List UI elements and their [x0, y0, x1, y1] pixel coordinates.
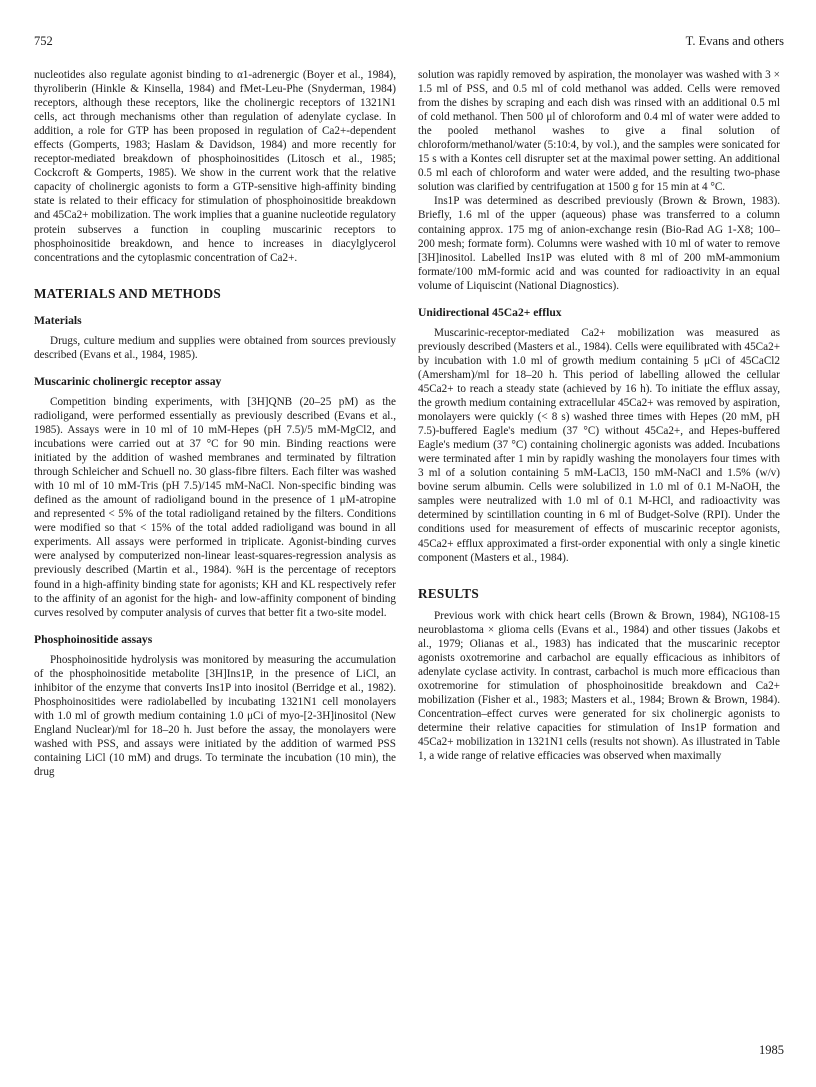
- results-paragraph: Previous work with chick heart cells (Brown & Brown, 1984), NG108-15 neuroblastoma × glioma cells (Evans et al., 1984) and other tissues (Jakobs et al., 1979; Olianas et al., 1983) has indicated that the muscarinic receptor agonists oxotremorine and carbachol are equally efficacious as inhibitors of adenylate cyclase activity. In contrast, carbachol is much more efficacious than oxotremorine for stimulation of phosphoinositide breakdown and Ca2+ mobilization (Fisher et al., 1983; Masters et al., 1984; Brown & Brown, 1984). Concentration–effect curves were generated for six cholinergic agonists to determine their relative capacities for stimulation of Ins1P formation and 45Ca2+ mobilization in 1321N1 cells (results not shown). As illustrated in Table 1, a wide range of relative efficacies was observed when maximally: [418, 609, 780, 763]
- page-footer-year: 1985: [759, 1043, 784, 1057]
- phosphoinositide-assays-heading: Phosphoinositide assays: [34, 632, 153, 646]
- running-head: T. Evans and others: [685, 34, 784, 48]
- materials-paragraph: Drugs, culture medium and supplies were obtained from sources previously described (Evans et al., 1984, 1985).: [34, 334, 396, 361]
- muscarinic-assay-paragraph: Competition binding experiments, with [3H]QNB (20–25 pM) as the radioligand, were performed essentially as previously described (Evans et al., 1985). Assays were in 10 ml of 10 mM-Hepes (pH 7.5)/5 mM-MgCl2, and incubations were carried out at 37 °C for 90 min. Binding reactions were initiated by the addition of washed membranes and terminated by filtration through Schleicher and Schuell no. 30 glass-fibre filters. Each filter was washed with 10 ml of 10 mM-Tris (pH 7.5)/145 mM-NaCl. Non-specific binding was defined as the amount of radioligand bound in the presence of 1 μM-atropine and represented < 5% of the total radioligand retained by the filters. Conditions were modified so that < 15% of the total added radioligand was bound in all experiments. All assays were performed in triplicate. Agonist-binding curves were analysed by computerized non-linear least-squares-regression analysis as previously described (Martin et al., 1984). %H is the percentage of receptors found in a high-affinity binding state for agonists; KH and KL respectively refer to the affinity of an agonist for the high- and low-affinity component of binding curves resolved by computer analysis of curves that better fit a two-site model.: [34, 395, 396, 619]
- phosphoinositide-assays-paragraph: Phosphoinositide hydrolysis was monitored by measuring the accumulation of the phosphoinositide metabolite [3H]Ins1P, in the presence of LiCl, an inhibitor of the enzyme that converts Ins1P into inositol (Berridge et al., 1982). Phosphoinositides were radiolabelled by incubating 1321N1 cell monolayers with 1.0 ml of growth medium containing 1.0 μCi of myo-[2-3H]inositol (New England Nuclear)/ml for 18–20 h. Just before the assay, the monolayers were washed with PSS, and assays were initiated by the addition of warmed PSS containing LiCl (10 mM) and drugs. To terminate the incubation (10 min), the drug: [34, 653, 396, 779]
- left-column: [34, 68, 396, 779]
- ins1p-paragraph: Ins1P was determined as described previously (Brown & Brown, 1983). Briefly, 1.6 ml of the upper (aqueous) phase was transferred to a column containing approx. 175 mg of anion-exchange resin (Bio-Rad AG 1-X8; 100–200 mesh; formate form). Columns were washed with 10 ml of water to remove [3H]inositol. Labelled Ins1P was eluted with 8 ml of 200 mM-ammonium formate/100 mM-formic acid and was counted for radioactivity in an equal volume of Liquiscint (National Diagnostics).: [418, 195, 780, 292]
- intro-paragraph: nucleotides also regulate agonist binding to α1-adrenergic (Boyer et al., 1984), thyroliberin (Hinkle & Kinsella, 1984) and fMet-Leu-Phe (Snyderman, 1984) receptors, although these receptors, like the cholinergic receptors of 1321N1 cells, act through mechanisms other than regulation of adenylate cyclase. In addition, a role for GTP has been proposed in regulation of Ca2+-dependent effects (Gomperts, 1983; Haslam & Davidson, 1984) and more recently for receptor-mediated breakdown of phosphoinositides (Litosch et al., 1985; Cockcroft & Gomperts, 1985). We show in the current work that the relative capacity of cholinergic agonists to form a GTP-sensitive high-affinity binding state is related to their efficacy for stimulation of phosphoinositide breakdown and 45Ca2+ mobilization. The work implies that a guanine nucleotide regulatory protein subserves a function in coupling muscarinic receptors to phosphoinositide breakdown, and hence to increases in diacylglycerol concentrations and the cytoplasmic concentration of Ca2+.: [34, 69, 396, 264]
- continued-paragraph: solution was rapidly removed by aspiration, the monolayer was washed with 3 × 1.5 ml of PSS, and 0.5 ml of cold methanol was added. Cells were removed from the dishes by scraping and each dish was rinsed with an additional 0.5 ml of cold methanol. Then 500 μl of chloroform and 0.4 ml of water were added to the pooled methanol washes to give a final solution of chloroform/methanol/water (5:10:4, by vol.), and the samples were sonicated for 15 s with a Kontes cell disrupter set at the maximal power setting. An additional 0.5 ml each of chloroform and water were added, and the resulting two-phase solution was clarified by centrifugation at 1500 g for 15 min at 4 °C.: [418, 69, 780, 194]
- efflux-paragraph: Muscarinic-receptor-mediated Ca2+ mobilization was measured as previously described (Masters et al., 1984). Cells were equilibrated with 45Ca2+ by incubation with 1.0 ml of growth medium containing 5 μCi of 45CaCl2 (Amersham)/ml for 18–20 h. This period of labelling allowed the cellular 45Ca2+ to reach a steady state (achieved by 16 h). To initiate the efflux assay, the growth medium containing extracellular 45Ca2+ was removed by aspiration, monolayers were quickly (< 8 s) washed three times with Hepes (20 mM, pH 7.5)-buffered Eagle's medium (37 °C) without 45Ca2+, and Hepes-buffered Eagle's medium (37 °C) containing cholinergic agonists was added. Incubations were terminated after 1 min by rapidly washing the monolayers four times with 3 ml of a solution containing 5 mM-LaCl3, 150 mM-NaCl and 1.5% (w/v) bovine serum albumin. Cells were solubilized in 1.0 ml of 0.1 M-NaOH, the samples were neutralized with 1.0 ml of 0.1 M-HCl, and radioactivity was determined by scintillation counting in 6 ml of Budget-Solve (RPI). Under the conditions used for measurement of effects of muscarinic receptor agonists, 45Ca2+ efflux approximated a first-order exponential with only a single kinetic component (Masters et al., 1984).: [418, 326, 780, 564]
- efflux-heading: Unidirectional 45Ca2+ efflux: [418, 305, 562, 319]
- results-heading: RESULTS: [418, 585, 479, 601]
- muscarinic-assay-heading: Muscarinic cholinergic receptor assay: [34, 374, 222, 388]
- page-number: 752: [34, 34, 53, 48]
- materials-heading: Materials: [34, 313, 82, 327]
- methods-heading: MATERIALS AND METHODS: [34, 285, 222, 301]
- right-column: [418, 68, 780, 763]
